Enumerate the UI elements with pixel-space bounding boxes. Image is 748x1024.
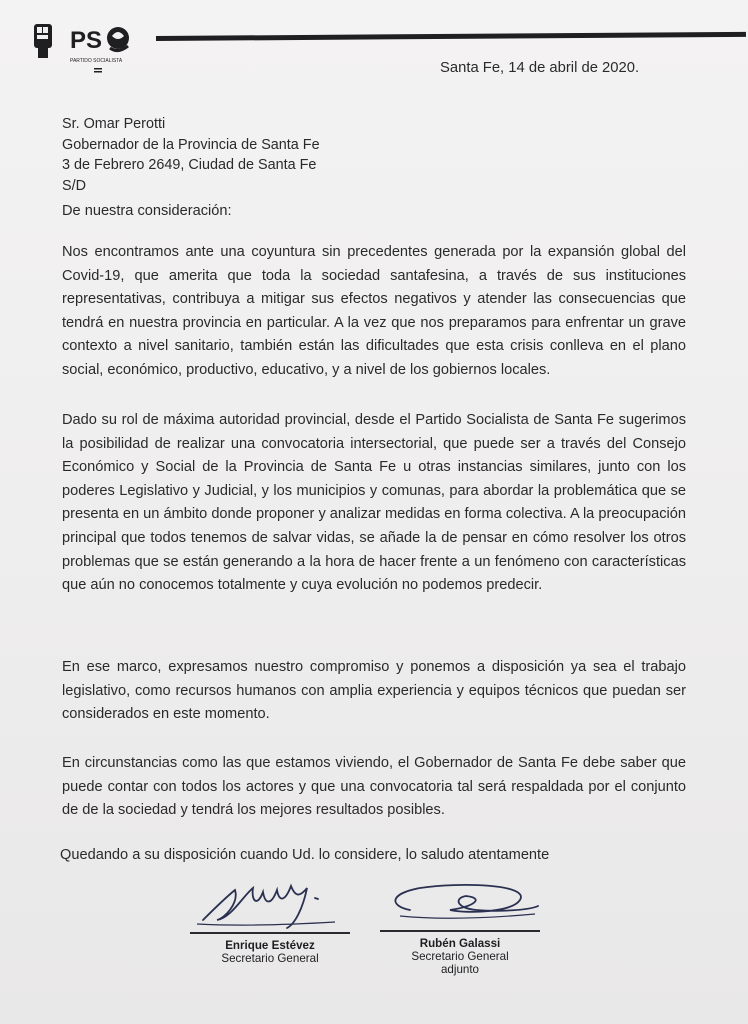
salutation: De nuestra consideración: xyxy=(62,203,232,219)
fist-emblem-icon xyxy=(30,18,140,78)
signature-block-estevez xyxy=(190,868,350,965)
handwritten-signature-estevez xyxy=(195,868,345,930)
body-paragraph-3: En ese marco, expresamos nuestro compromiso y ponemos a disposición ya sea el trabajo legislativo, como recursos humanos con amplia experiencia y equipos técnicos que puedan ser considerados en este momento. xyxy=(62,659,686,723)
signatory-name-1: Enrique Estévez xyxy=(225,938,315,952)
body-paragraph-1: Nos encontramos ante una coyuntura sin precedentes generada por la expansión global del Covid-19, que amerita que toda la sociedad santafesina, a través de sus instituciones representativas, contribuya a mitigar sus efectos negativos y atender las consecuencias que tendrá en nuestra provincia en particular. A la vez que nos preparamos para enfrentar un grave contexto a nivel sanitario, también están las dificultades que esta crisis conlleva en el plano social, económico, productivo, educativo, y a nivel de los gobiernos locales. xyxy=(62,244,686,378)
signatory-name-2: Rubén Galassi xyxy=(419,936,501,950)
header-rule xyxy=(156,32,746,41)
party-logo xyxy=(30,18,140,78)
svg-text:PS: PS xyxy=(70,27,103,54)
svg-text:PARTIDO SOCIALISTA: PARTIDO SOCIALISTA xyxy=(70,58,123,64)
recipient-sd: S/D xyxy=(62,177,86,194)
body-paragraph-4: En circunstancias como las que estamos viviendo, el Gobernador de Santa Fe debe saber que puede contar con todos los actores y que una convocatoria tal será respaldada por el conjunto de de la sociedad y tendrá los mejores resultados posibles. xyxy=(62,755,686,819)
letter-date: Santa Fe, 14 de abril de 2020. xyxy=(440,60,640,76)
recipient-address: 3 de Febrero 2649, Ciudad de Santa Fe xyxy=(62,157,317,173)
handwritten-signature-galassi xyxy=(380,876,540,928)
rose-icon xyxy=(107,27,129,51)
recipient-block xyxy=(62,114,320,196)
body-paragraph-2: Dado su rol de máxima autoridad provincial, desde el Partido Socialista de Santa Fe sugerimos la posibilidad de realizar una convocatoria intersectorial, que puede ser a través del Consejo Económico y Social de la Provincia de Santa Fe u otras instancias similares, junto con los poderes Legislativo y Judicial, y los municipios y comunas, para abordar la problemática que se presenta en un ámbito donde proponer y analizar medidas en forma colectiva. A la preocupación principal que todos tenemos de salvar vidas, se añade la de pensar en cómo resolver los otros problemas que se están generando a la hora de hacer frente a un fenómeno con características que aún no conocemos totalmente y cuya evolución no podemos predecir. xyxy=(62,412,686,594)
signatory-role-2-line1: Secretario General xyxy=(411,949,509,963)
signature-line-right xyxy=(380,930,540,932)
recipient-name: Sr. Omar Perotti xyxy=(62,116,166,132)
signature-block-galassi xyxy=(380,876,540,976)
signatory-role-1: Secretario General xyxy=(221,951,319,965)
closing-line: Quedando a su disposición cuando Ud. lo considere, lo saludo atentamente xyxy=(60,847,550,863)
signatory-role-2-line2: adjunto xyxy=(440,962,480,976)
recipient-title: Gobernador de la Provincia de Santa Fe xyxy=(62,136,320,153)
signature-line-left xyxy=(190,932,350,934)
